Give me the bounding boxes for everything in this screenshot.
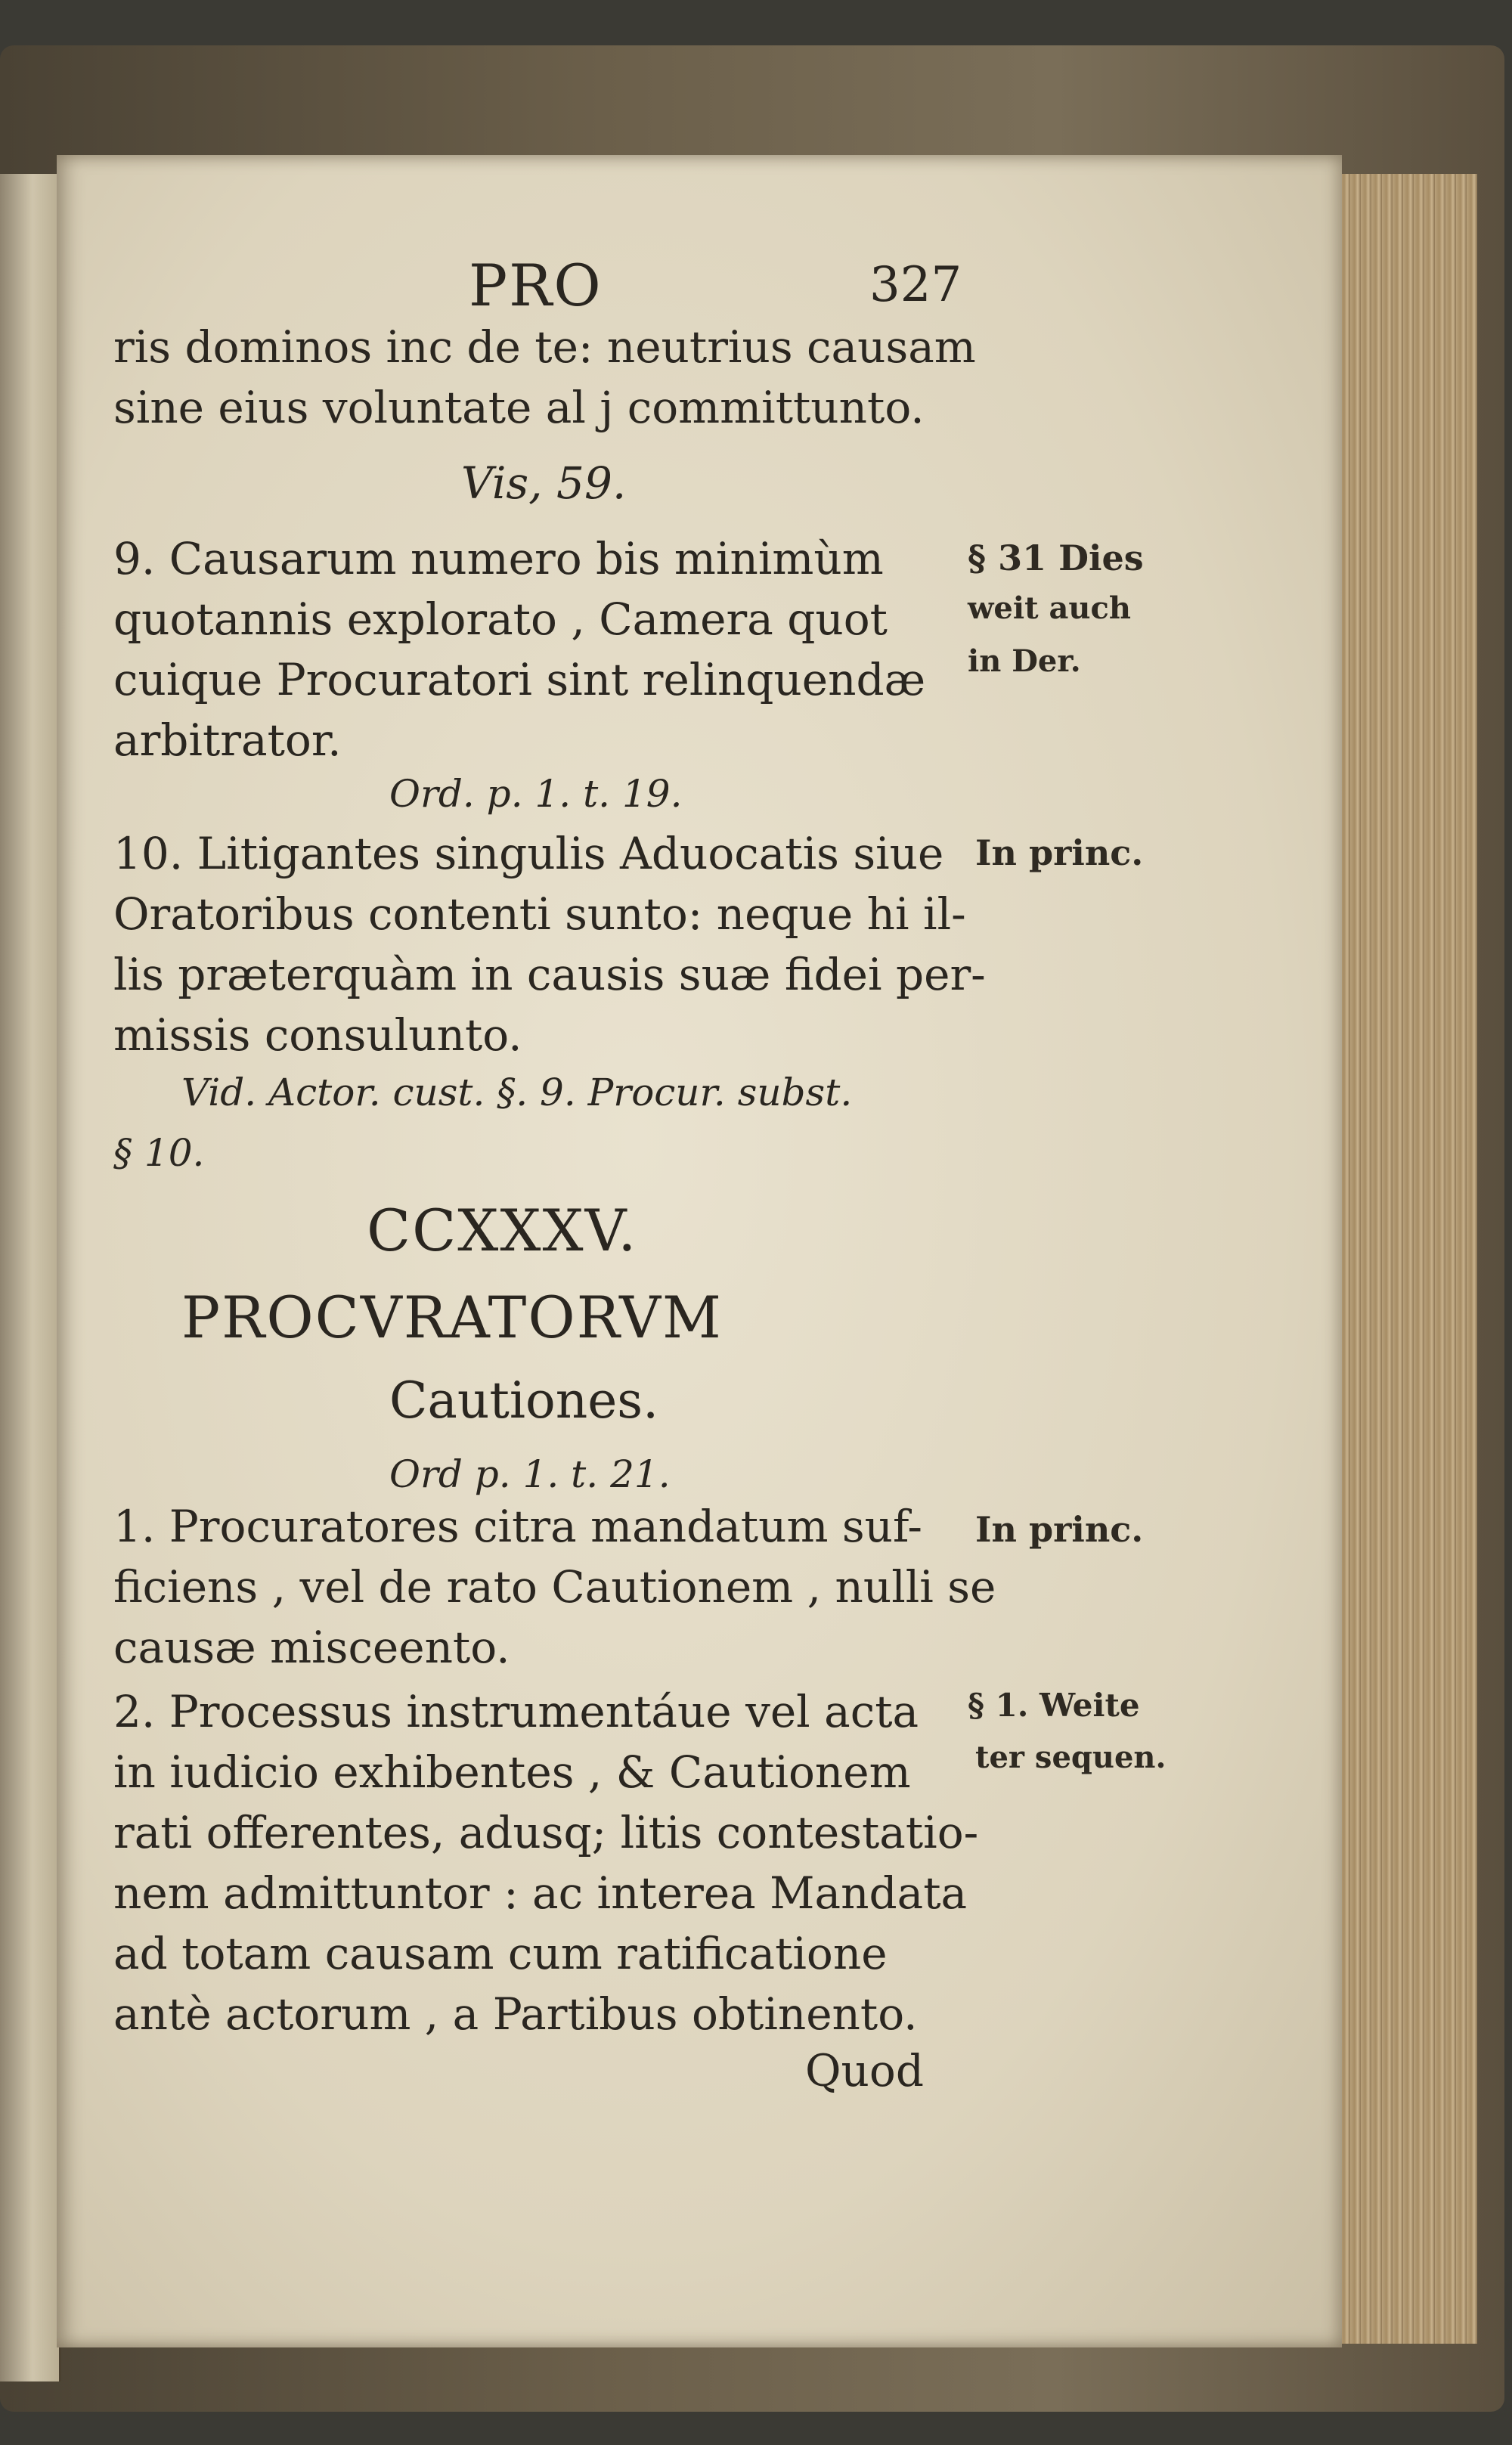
margin-note: In princ. <box>975 1509 1144 1550</box>
margin-note: ter sequen. <box>975 1740 1167 1775</box>
text-line: 10. Litigantes singulis Aduocatis siue <box>113 828 944 879</box>
margin-note: § 31 Dies <box>968 538 1144 578</box>
catchword: Quod <box>805 2045 924 2096</box>
text-line: ficiens , vel de rato Cautionem , nulli se <box>113 1561 996 1613</box>
page-number: 327 <box>869 257 962 313</box>
text-line: 1. Procuratores citra mandatum suf- <box>113 1501 922 1552</box>
reference-line: Vis, 59. <box>461 457 627 509</box>
text-line: antè actorum , a Partibus obtinento. <box>113 1988 918 2040</box>
text-line: 2. Processus instrumentáue vel acta <box>113 1686 919 1737</box>
running-title: PRO <box>469 252 603 319</box>
text-line: rati offerentes, adusq; litis contestatio- <box>113 1807 979 1858</box>
margin-note: in Der. <box>968 643 1081 679</box>
margin-note: § 1. Weite <box>968 1687 1140 1724</box>
text-line: causæ misceento. <box>113 1622 510 1673</box>
margin-note: weit auch <box>968 590 1131 626</box>
margin-note: In princ. <box>975 832 1144 873</box>
text-line: arbitrator. <box>113 714 342 766</box>
text-line: Oratoribus contenti sunto: neque hi il- <box>113 888 966 940</box>
text-line: cuique Procuratori sint relinquendæ <box>113 654 926 705</box>
section-title: PROCVRATORVM <box>181 1284 723 1351</box>
text-line: sine eius voluntate al j committunto. <box>113 382 925 433</box>
reference-line: Ord. p. 1. t. 19. <box>389 772 683 816</box>
text-line: in iudicio exhibentes , & Cautionem <box>113 1746 911 1798</box>
section-number: CCXXXV. <box>367 1197 638 1264</box>
cross-reference: § 10. <box>113 1131 205 1175</box>
book-page <box>57 155 1342 2347</box>
section-subtitle: Cautiones. <box>389 1371 659 1430</box>
text-line: ris dominos inc de te: neutrius causam <box>113 321 976 373</box>
text-line: 9. Causarum numero bis minimùm <box>113 533 884 584</box>
text-line: lis præterquàm in causis suæ fidei per- <box>113 949 986 1000</box>
text-line: missis consulunto. <box>113 1009 522 1061</box>
text-line: nem admittuntor : ac interea Mandata <box>113 1867 968 1919</box>
text-line: ad totam causam cum ratificatione <box>113 1928 888 1979</box>
left-page-sliver <box>0 174 61 2381</box>
cross-reference: Vid. Actor. cust. §. 9. Procur. subst. <box>181 1071 853 1114</box>
text-line: quotannis explorato , Camera quot <box>113 593 888 645</box>
section-reference: Ord p. 1. t. 21. <box>389 1452 671 1496</box>
